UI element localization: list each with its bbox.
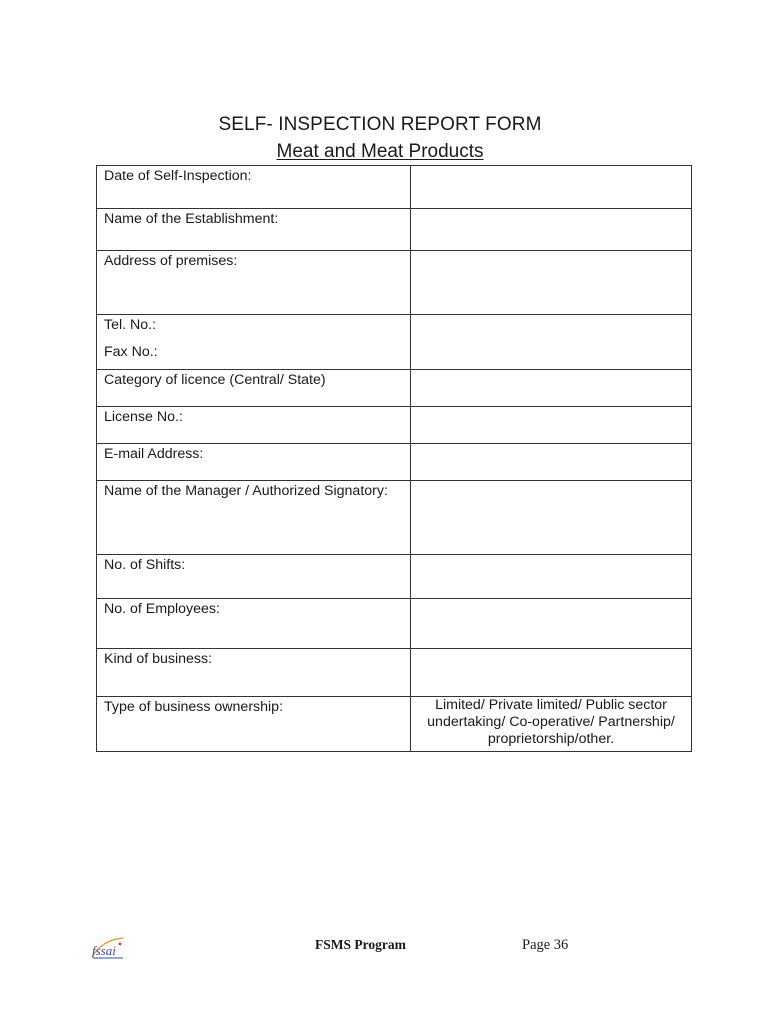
employees-value-field[interactable] — [411, 599, 692, 649]
form-row-establishment — [97, 209, 692, 251]
category-label: Category of licence (Central/ State) — [97, 370, 411, 407]
manager-label: Name of the Manager / Authorized Signatory: — [97, 481, 411, 555]
employees-label: No. of Employees: — [97, 599, 411, 649]
date-value-field[interactable] — [411, 166, 692, 209]
tel-fax-value-field[interactable] — [411, 315, 692, 370]
form-row-email — [97, 444, 692, 481]
address-value-field[interactable] — [411, 251, 692, 315]
form-row-date — [97, 166, 692, 209]
form-subtitle-text: Meat and Meat Products — [276, 141, 484, 162]
form-row-kind — [97, 649, 692, 697]
tel-fax-label-cell — [97, 315, 411, 370]
category-value-field[interactable] — [411, 370, 692, 407]
fssai-logo-text: fssai — [92, 943, 116, 958]
shifts-value-field[interactable] — [411, 555, 692, 599]
form-row-license — [97, 407, 692, 444]
form-row-ownership — [97, 697, 692, 752]
fssai-logo — [90, 936, 126, 960]
form-row-employees — [97, 599, 692, 649]
form-row-category — [97, 370, 692, 407]
address-label: Address of premises: — [97, 251, 411, 315]
tel-label: Tel. No.: — [104, 317, 157, 333]
license-label: License No.: — [97, 407, 411, 444]
establishment-label: Name of the Establishment: — [97, 209, 411, 251]
form-row-manager — [97, 481, 692, 555]
form-row-address — [97, 251, 692, 315]
ownership-options-text: Limited/ Private limited/ Public sector undertaking/ Co-operative/ Partnership/ proprietorship/other. — [411, 697, 692, 752]
form-row-shifts — [97, 555, 692, 599]
date-label: Date of Self-Inspection: — [97, 166, 411, 209]
form-row-tel-fax — [97, 315, 692, 370]
shifts-label: No. of Shifts: — [97, 555, 411, 599]
kind-value-field[interactable] — [411, 649, 692, 697]
inspection-form-table — [96, 165, 692, 752]
kind-label: Kind of business: — [97, 649, 411, 697]
footer-program-name: FSMS Program — [315, 937, 406, 952]
license-value-field[interactable] — [411, 407, 692, 444]
footer-page-number: Page 36 — [522, 937, 569, 953]
email-label: E-mail Address: — [97, 444, 411, 481]
ownership-label: Type of business ownership: — [97, 697, 411, 752]
manager-value-field[interactable] — [411, 481, 692, 555]
form-title: SELF- INSPECTION REPORT FORM — [218, 114, 542, 135]
establishment-value-field[interactable] — [411, 209, 692, 251]
form-subtitle — [0, 141, 760, 163]
email-value-field[interactable] — [411, 444, 692, 481]
fax-label: Fax No.: — [104, 344, 158, 360]
